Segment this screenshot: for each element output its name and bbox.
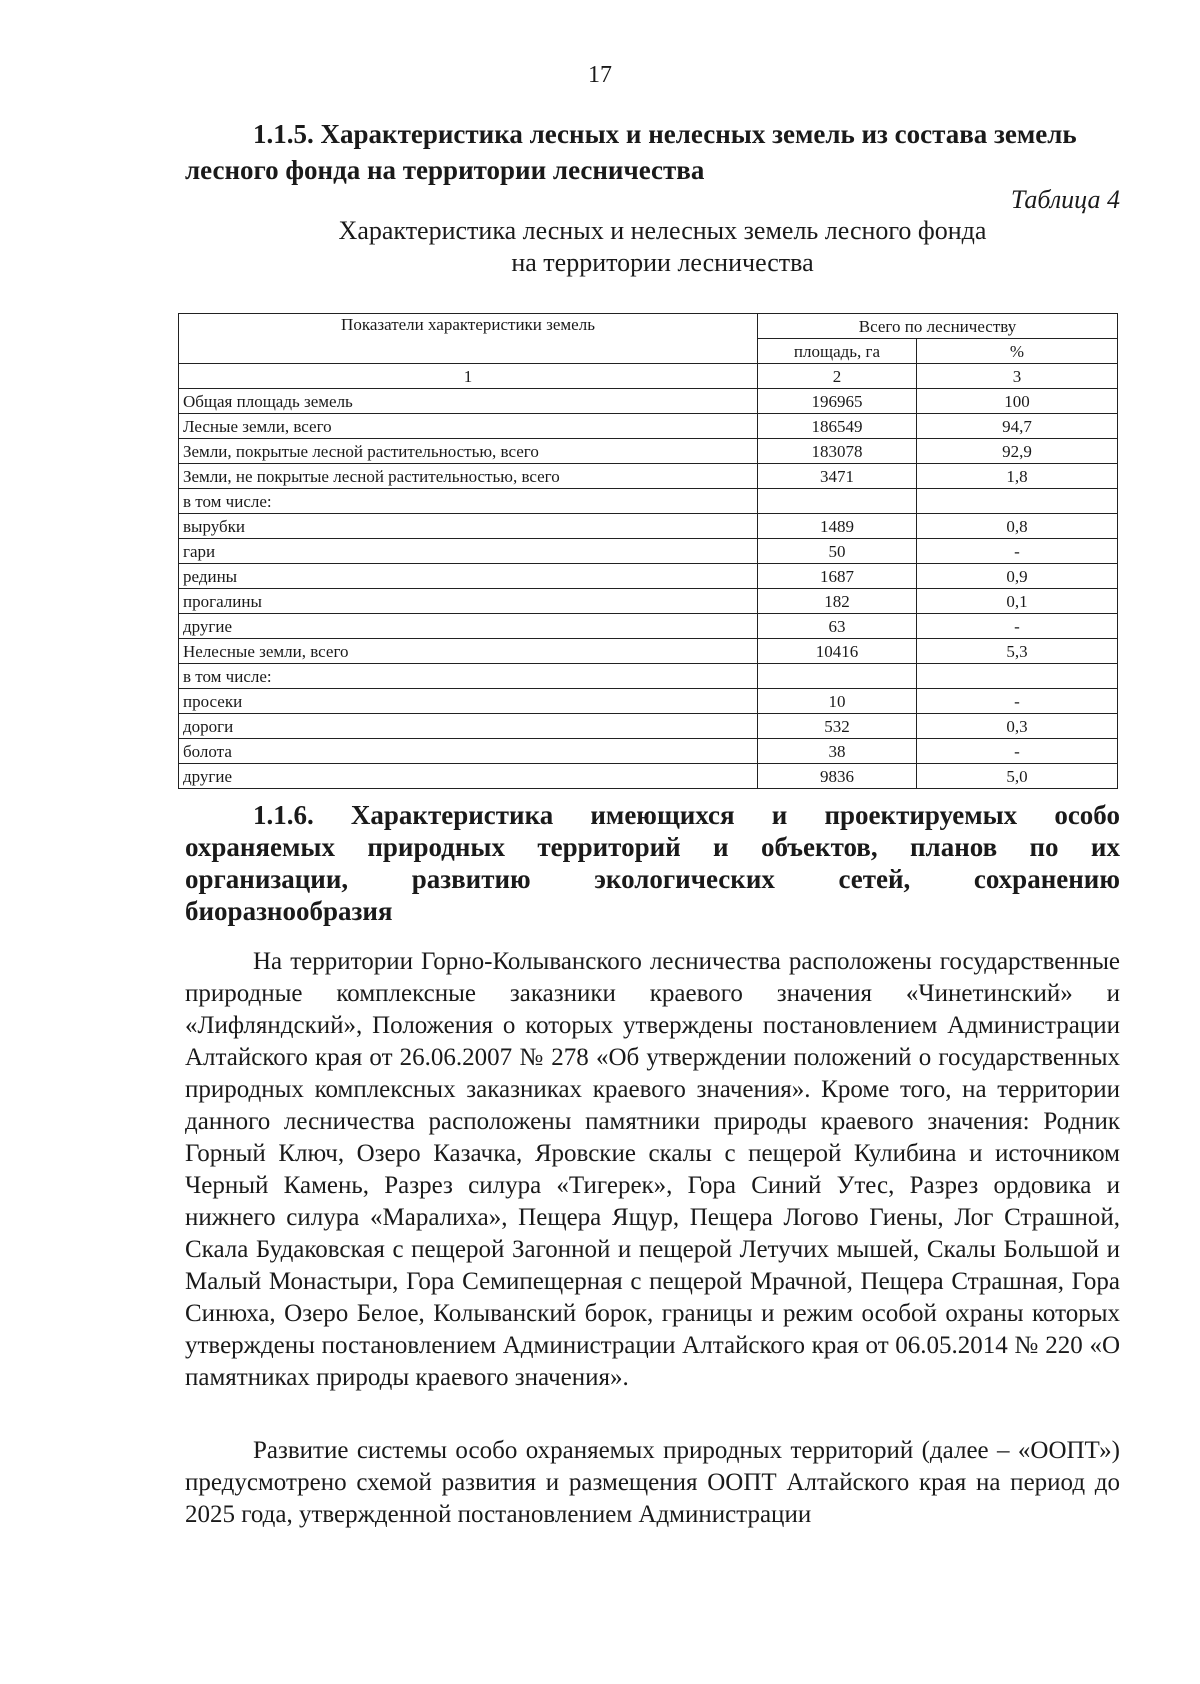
table-row <box>179 439 1118 464</box>
row-area: 182 <box>758 589 917 614</box>
heading-word: природных <box>367 832 505 862</box>
heading-word: по <box>1029 832 1059 862</box>
section-heading-line <box>185 829 1120 861</box>
row-area: 1489 <box>758 514 917 539</box>
row-percent <box>917 664 1118 689</box>
row-percent: 92,9 <box>917 439 1118 464</box>
row-label: Земли, не покрытые лесной растительностью, всего <box>179 464 758 489</box>
column-number: 3 <box>917 364 1118 389</box>
heading-word: 1.1.6. <box>253 800 314 830</box>
row-label: Общая площадь земель <box>179 389 758 414</box>
row-area: 9836 <box>758 764 917 789</box>
row-area: 50 <box>758 539 917 564</box>
row-percent: 0,1 <box>917 589 1118 614</box>
table-title <box>185 215 1120 279</box>
heading-word: территорий <box>537 832 681 862</box>
row-label: в том числе: <box>179 489 758 514</box>
row-label: другие <box>179 764 758 789</box>
header-indicator: Показатели характеристики земель <box>179 314 758 364</box>
row-percent: 1,8 <box>917 464 1118 489</box>
row-percent: 100 <box>917 389 1118 414</box>
row-label: вырубки <box>179 514 758 539</box>
table-row <box>179 689 1118 714</box>
table-row <box>179 489 1118 514</box>
heading-word: сохранению <box>973 864 1120 894</box>
section-heading-line <box>185 797 1120 829</box>
table-row <box>179 514 1118 539</box>
heading-word: планов <box>909 832 998 862</box>
row-percent: 5,0 <box>917 764 1118 789</box>
row-percent: 0,8 <box>917 514 1118 539</box>
row-area: 38 <box>758 739 917 764</box>
table-row <box>179 739 1118 764</box>
table-row <box>179 589 1118 614</box>
heading-word: проектируемых <box>824 800 1018 830</box>
row-percent: - <box>917 739 1118 764</box>
section-heading-line: лесного фонда на территории лесничества <box>185 155 705 185</box>
heading-word: объектов, <box>760 832 878 862</box>
section-heading-1-1-6 <box>185 797 1120 925</box>
row-percent: 0,3 <box>917 714 1118 739</box>
row-label: Лесные земли, всего <box>179 414 758 439</box>
row-percent: 0,9 <box>917 564 1118 589</box>
heading-word: и <box>713 832 729 862</box>
row-percent: 5,3 <box>917 639 1118 664</box>
row-area: 63 <box>758 614 917 639</box>
row-percent: - <box>917 689 1118 714</box>
section-heading-line <box>185 893 1120 925</box>
row-label: дороги <box>179 714 758 739</box>
row-label: Нелесные земли, всего <box>179 639 758 664</box>
row-label: Земли, покрытые лесной растительностью, всего <box>179 439 758 464</box>
row-label: другие <box>179 614 758 639</box>
row-label: болота <box>179 739 758 764</box>
row-label: гари <box>179 539 758 564</box>
page-number: 17 <box>588 62 612 88</box>
header-total: Всего по лесничеству <box>758 314 1118 339</box>
table-header-row <box>179 314 1118 339</box>
column-number: 1 <box>179 364 758 389</box>
row-area: 3471 <box>758 464 917 489</box>
section-heading-line <box>185 861 1120 893</box>
table-column-number-row <box>179 364 1118 389</box>
heading-word: Характеристика <box>350 800 554 830</box>
column-number: 2 <box>758 364 917 389</box>
heading-word: сетей, <box>838 864 911 894</box>
table-row <box>179 614 1118 639</box>
heading-word: организации, <box>185 864 349 894</box>
table-row <box>179 464 1118 489</box>
row-area: 1687 <box>758 564 917 589</box>
row-area: 10 <box>758 689 917 714</box>
row-percent <box>917 489 1118 514</box>
heading-word: развитию <box>411 864 531 894</box>
table-title-line: на территории лесничества <box>511 248 814 277</box>
row-area <box>758 664 917 689</box>
row-percent: 94,7 <box>917 414 1118 439</box>
row-percent: - <box>917 539 1118 564</box>
table-row <box>179 714 1118 739</box>
row-area: 186549 <box>758 414 917 439</box>
header-area: площадь, га <box>758 339 917 364</box>
table-row <box>179 539 1118 564</box>
row-area: 196965 <box>758 389 917 414</box>
paragraph: Развитие системы особо охраняемых природных территорий (далее – «ООПТ») предусмотрено схемой развития и размещения ООПТ Алтайского края на период до 2025 года, утвержденной постановлением Администрации <box>185 1437 1120 1528</box>
table-row <box>179 764 1118 789</box>
heading-word: особо <box>1054 800 1120 830</box>
heading-word: биоразнообразия <box>185 896 393 926</box>
section-heading-line: 1.1.5. Характеристика лесных и нелесных земель из состава земель <box>253 119 1077 149</box>
heading-word: их <box>1090 832 1120 862</box>
table-caption: Таблица 4 <box>1010 185 1120 214</box>
heading-word: охраняемых <box>185 832 335 862</box>
table-row <box>179 389 1118 414</box>
row-area: 10416 <box>758 639 917 664</box>
heading-word: экологических <box>594 864 775 894</box>
paragraph: На территории Горно-Колыванского лесничества расположены государственные природные комплексные заказники краевого значения «Чинетинский» и «Лифляндский», Положения о которых утверждены постановлением Администрации Алтайского края от 26.06.2007 № 278 «Об утверждении положений о государственных природных комплексных заказниках краевого значения». Кроме того, на территории данного лесничества расположены памятники природы краевого значения: Родник Горный Ключ, Озеро Казачка, Яровские скалы с пещерой Кулибина и источником Черный Камень, Разрез силура «Тигерек», Гора Синий Утес, Разрез ордовика и нижнего силура «Маралиха», Пещера Ящур, Пещера Логово Гиены, Лог Страшной, Скала Будаковская с пещерой Загонной и пещерой Летучих мышей, Скалы Большой и Малый Монастыри, Гора Семипещерная с пещерой Мрачной, Пещера Страшная, Гора Синюха, Озеро Белое, Колыванский борок, границы и режим особой охраны которых утверждены постановлением Администрации Алтайского края от 06.05.2014 № 220 «О памятниках природы краевого значения». <box>185 948 1120 1391</box>
row-area <box>758 489 917 514</box>
heading-word: имеющихся <box>590 800 735 830</box>
row-area: 532 <box>758 714 917 739</box>
row-area: 183078 <box>758 439 917 464</box>
land-characteristics-table <box>178 313 1118 789</box>
table-row <box>179 664 1118 689</box>
table-row <box>179 639 1118 664</box>
row-label: в том числе: <box>179 664 758 689</box>
table-title-line: Характеристика лесных и нелесных земель лесного фонда <box>338 216 987 245</box>
header-percent: % <box>917 339 1118 364</box>
row-label: редины <box>179 564 758 589</box>
section-heading-1-1-5 <box>185 116 1120 188</box>
table-row <box>179 564 1118 589</box>
row-label: просеки <box>179 689 758 714</box>
heading-word: и <box>771 800 788 830</box>
row-label: прогалины <box>179 589 758 614</box>
table-row <box>179 414 1118 439</box>
row-percent: - <box>917 614 1118 639</box>
